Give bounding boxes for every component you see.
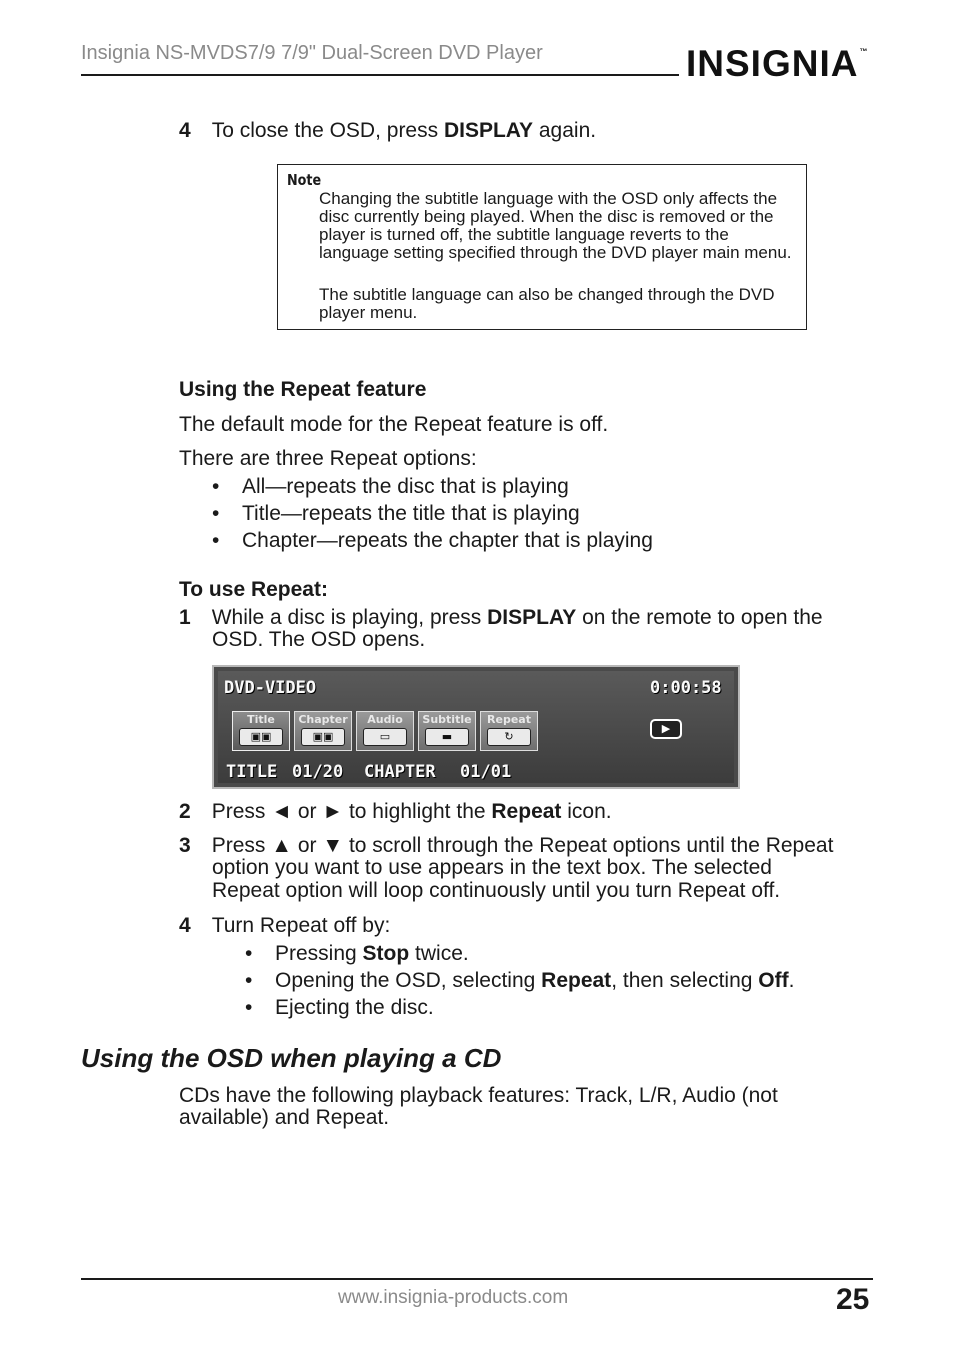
step-1-line-2: OSD. The OSD opens. xyxy=(212,628,426,651)
step-1: 1 While a disc is playing, press DISPLAY on the remote to open the xyxy=(179,606,823,629)
repeat-heading: Using the Repeat feature xyxy=(179,378,427,401)
osd-title-label: TITLE xyxy=(226,762,278,782)
note-box xyxy=(277,164,807,330)
note-label: Note xyxy=(287,171,322,189)
note-paragraph-2: The subtitle language can also be changed through the DVD player menu. xyxy=(319,285,775,322)
osd-chapter-value: 01/01 xyxy=(460,762,512,782)
step-3-line-3: Repeat option will loop continuously until you turn Repeat off. xyxy=(212,879,781,902)
step-2: 2 Press ◄ or ► to highlight the Repeat icon. xyxy=(179,800,612,823)
osd-screenshot xyxy=(212,665,740,789)
step-4: 4 Turn Repeat off by: xyxy=(179,914,391,937)
osd-title-button: Title ▣▣ xyxy=(232,711,290,751)
osd-title-value: 01/20 xyxy=(292,762,344,782)
osd-time: 0:00:58 xyxy=(650,678,722,698)
osd-repeat-button: Repeat ↻ xyxy=(480,711,538,751)
cd-features-line-2: available) and Repeat. xyxy=(179,1106,390,1129)
repeat-option-title: • Title—repeats the title that is playing xyxy=(212,502,580,525)
play-icon: ▶ xyxy=(650,719,682,739)
cd-section-heading: Using the OSD when playing a CD xyxy=(81,1043,502,1073)
cd-features-line-1: CDs have the following playback features: Track, L/R, Audio (not xyxy=(179,1084,778,1107)
repeat-option-chapter: • Chapter—repeats the chapter that is playing xyxy=(212,529,653,552)
osd-mode: DVD-VIDEO xyxy=(224,678,317,698)
turn-off-option-stop: • Pressing Stop twice. xyxy=(245,942,469,965)
repeat-icon: ↻ xyxy=(487,728,531,746)
running-header: Insignia NS-MVDS7/9 7/9" Dual-Screen DVD Player xyxy=(81,42,543,64)
title-icon: ▣▣ xyxy=(239,728,283,746)
turn-off-option-osd: • Opening the OSD, selecting Repeat, then selecting Off. xyxy=(245,969,795,992)
to-use-repeat-heading: To use Repeat: xyxy=(179,578,328,601)
repeat-option-all: • All—repeats the disc that is playing xyxy=(212,475,569,498)
insignia-logo: INSIGNIA™ xyxy=(686,43,869,84)
subtitle-icon: ▬ xyxy=(425,728,469,746)
osd-chapter-button: Chapter ▣▣ xyxy=(294,711,352,751)
note-paragraph-1: Changing the subtitle language with the OSD only affects the disc currently being played. When the disc is removed or the player is turned off, the subtitle language reverts to the language setting specified through the DVD player main menu. xyxy=(319,189,792,262)
chapter-icon: ▣▣ xyxy=(301,728,345,746)
footer-rule xyxy=(81,1278,873,1280)
repeat-default-text: The default mode for the Repeat feature is off. xyxy=(179,413,609,436)
osd-chapter-label: CHAPTER xyxy=(364,762,436,782)
osd-subtitle-button: Subtitle ▬ xyxy=(418,711,476,751)
header-rule xyxy=(81,74,679,76)
page-number: 25 xyxy=(836,1283,870,1316)
step-3-line-2: option you want to use appears in the text box. The selected xyxy=(212,856,772,879)
osd-audio-button: Audio ▭ xyxy=(356,711,414,751)
repeat-options-intro: There are three Repeat options: xyxy=(179,447,477,470)
audio-icon: ▭ xyxy=(363,728,407,746)
step-3: 3 Press ▲ or ▼ to scroll through the Repeat options until the Repeat xyxy=(179,834,834,857)
step-close-osd: 4 To close the OSD, press DISPLAY again. xyxy=(179,119,597,142)
footer-url: www.insignia-products.com xyxy=(338,1287,569,1308)
turn-off-option-eject: • Ejecting the disc. xyxy=(245,996,434,1019)
